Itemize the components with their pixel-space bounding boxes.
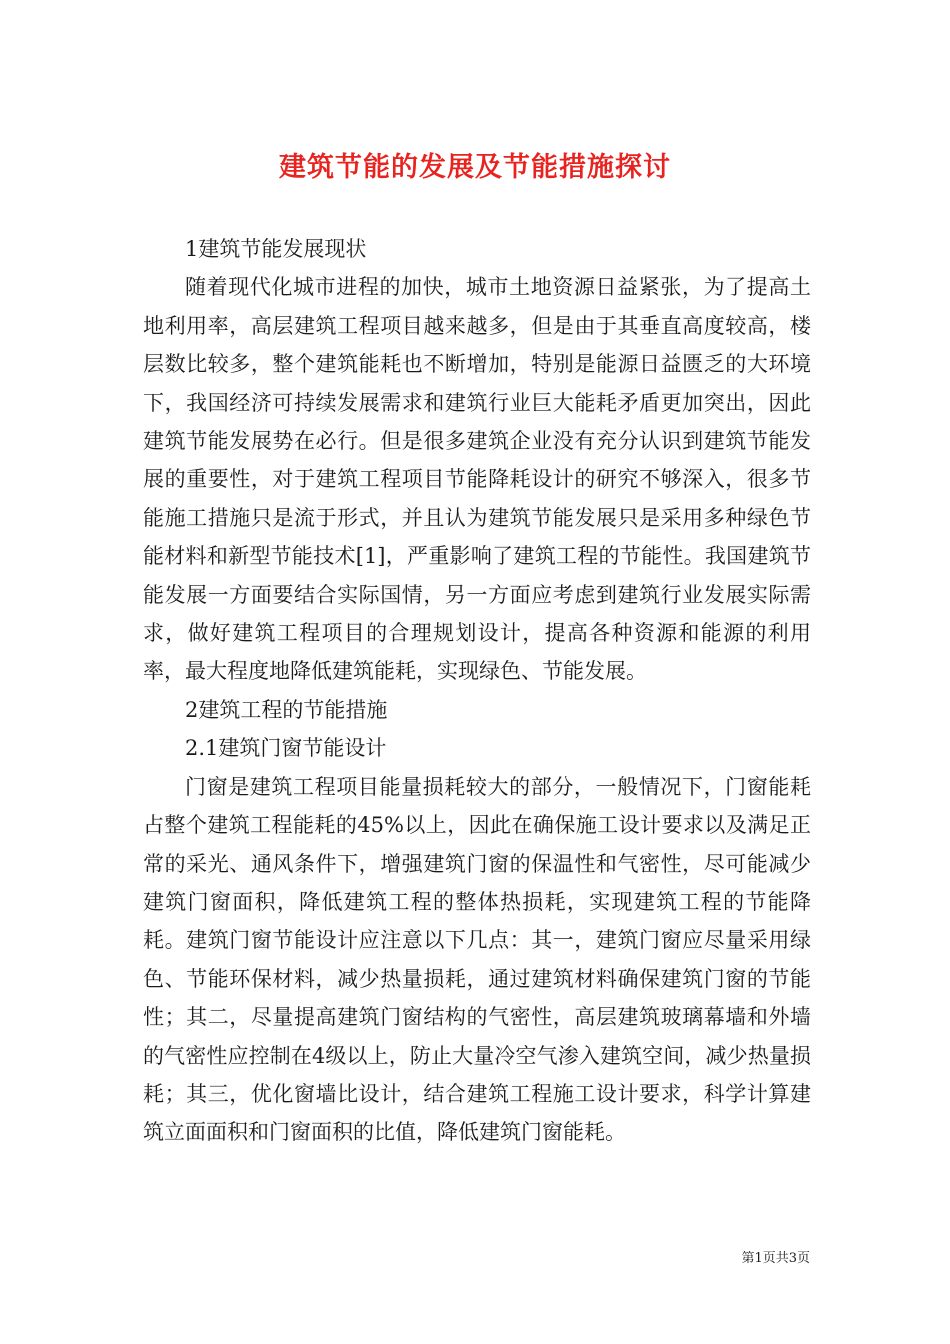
subsection-heading: 2.1建筑门窗节能设计: [185, 736, 387, 761]
body-paragraph: 门窗是建筑工程项目能量损耗较大的部分，一般情况下，门窗能耗占整个建筑工程能耗的45%以上，因此在确保施工设计要求以及满足正常的采光、通风条件下，增强建筑门窗的保温性和气密性，尽可能减少建筑门窗面积，降低建筑工程的整体热损耗，实现建筑工程的节能降耗。建筑门窗节能设计应注意以下几点：其一，建筑门窗应尽量采用绿色、节能环保材料，减少热量损耗，通过建筑材料确保建筑门窗的节能性；其二，尽量提高建筑门窗结构的气密性，高层建筑玻璃幕墙和外墙的气密性应控制在4级以上，防止大量冷空气渗入建筑空间，减少热量损耗；其三，优化窗墙比设计，结合建筑工程施工设计要求，科学计算建筑立面面积和门窗面积的比值，降低建筑门窗能耗。: [143, 774, 811, 1145]
document-title: 建筑节能的发展及节能措施探讨: [279, 152, 671, 184]
section-heading: 2建筑工程的节能措施: [185, 697, 388, 722]
document-body: [143, 230, 811, 1152]
section-heading: 1建筑节能发展现状: [185, 237, 367, 261]
body-paragraph: 随着现代化城市进程的加快，城市土地资源日益紧张，为了提高土地利用率，高层建筑工程项目越来越多，但是由于其垂直高度较高，楼层数比较多，整个建筑能耗也不断增加，特别是能源日益匮乏的大环境下，我国经济可持续发展需求和建筑行业巨大能耗矛盾更加突出，因此建筑节能发展势在必行。但是很多建筑企业没有充分认识到建筑节能发展的重要性，对于建筑工程项目节能降耗设计的研究不够深入，很多节能施工措施只是流于形式，并且认为建筑节能发展只是采用多种绿色节能材料和新型节能技术[1]，严重影响了建筑工程的节能性。我国建筑节能发展一方面要结合实际国情，另一方面应考虑到建筑行业发展实际需求，做好建筑工程项目的合理规划设计，提高各种资源和能源的利用率，最大程度地降低建筑能耗，实现绿色、节能发展。: [143, 275, 811, 684]
page-number: 第1页共3页: [741, 1251, 810, 1266]
